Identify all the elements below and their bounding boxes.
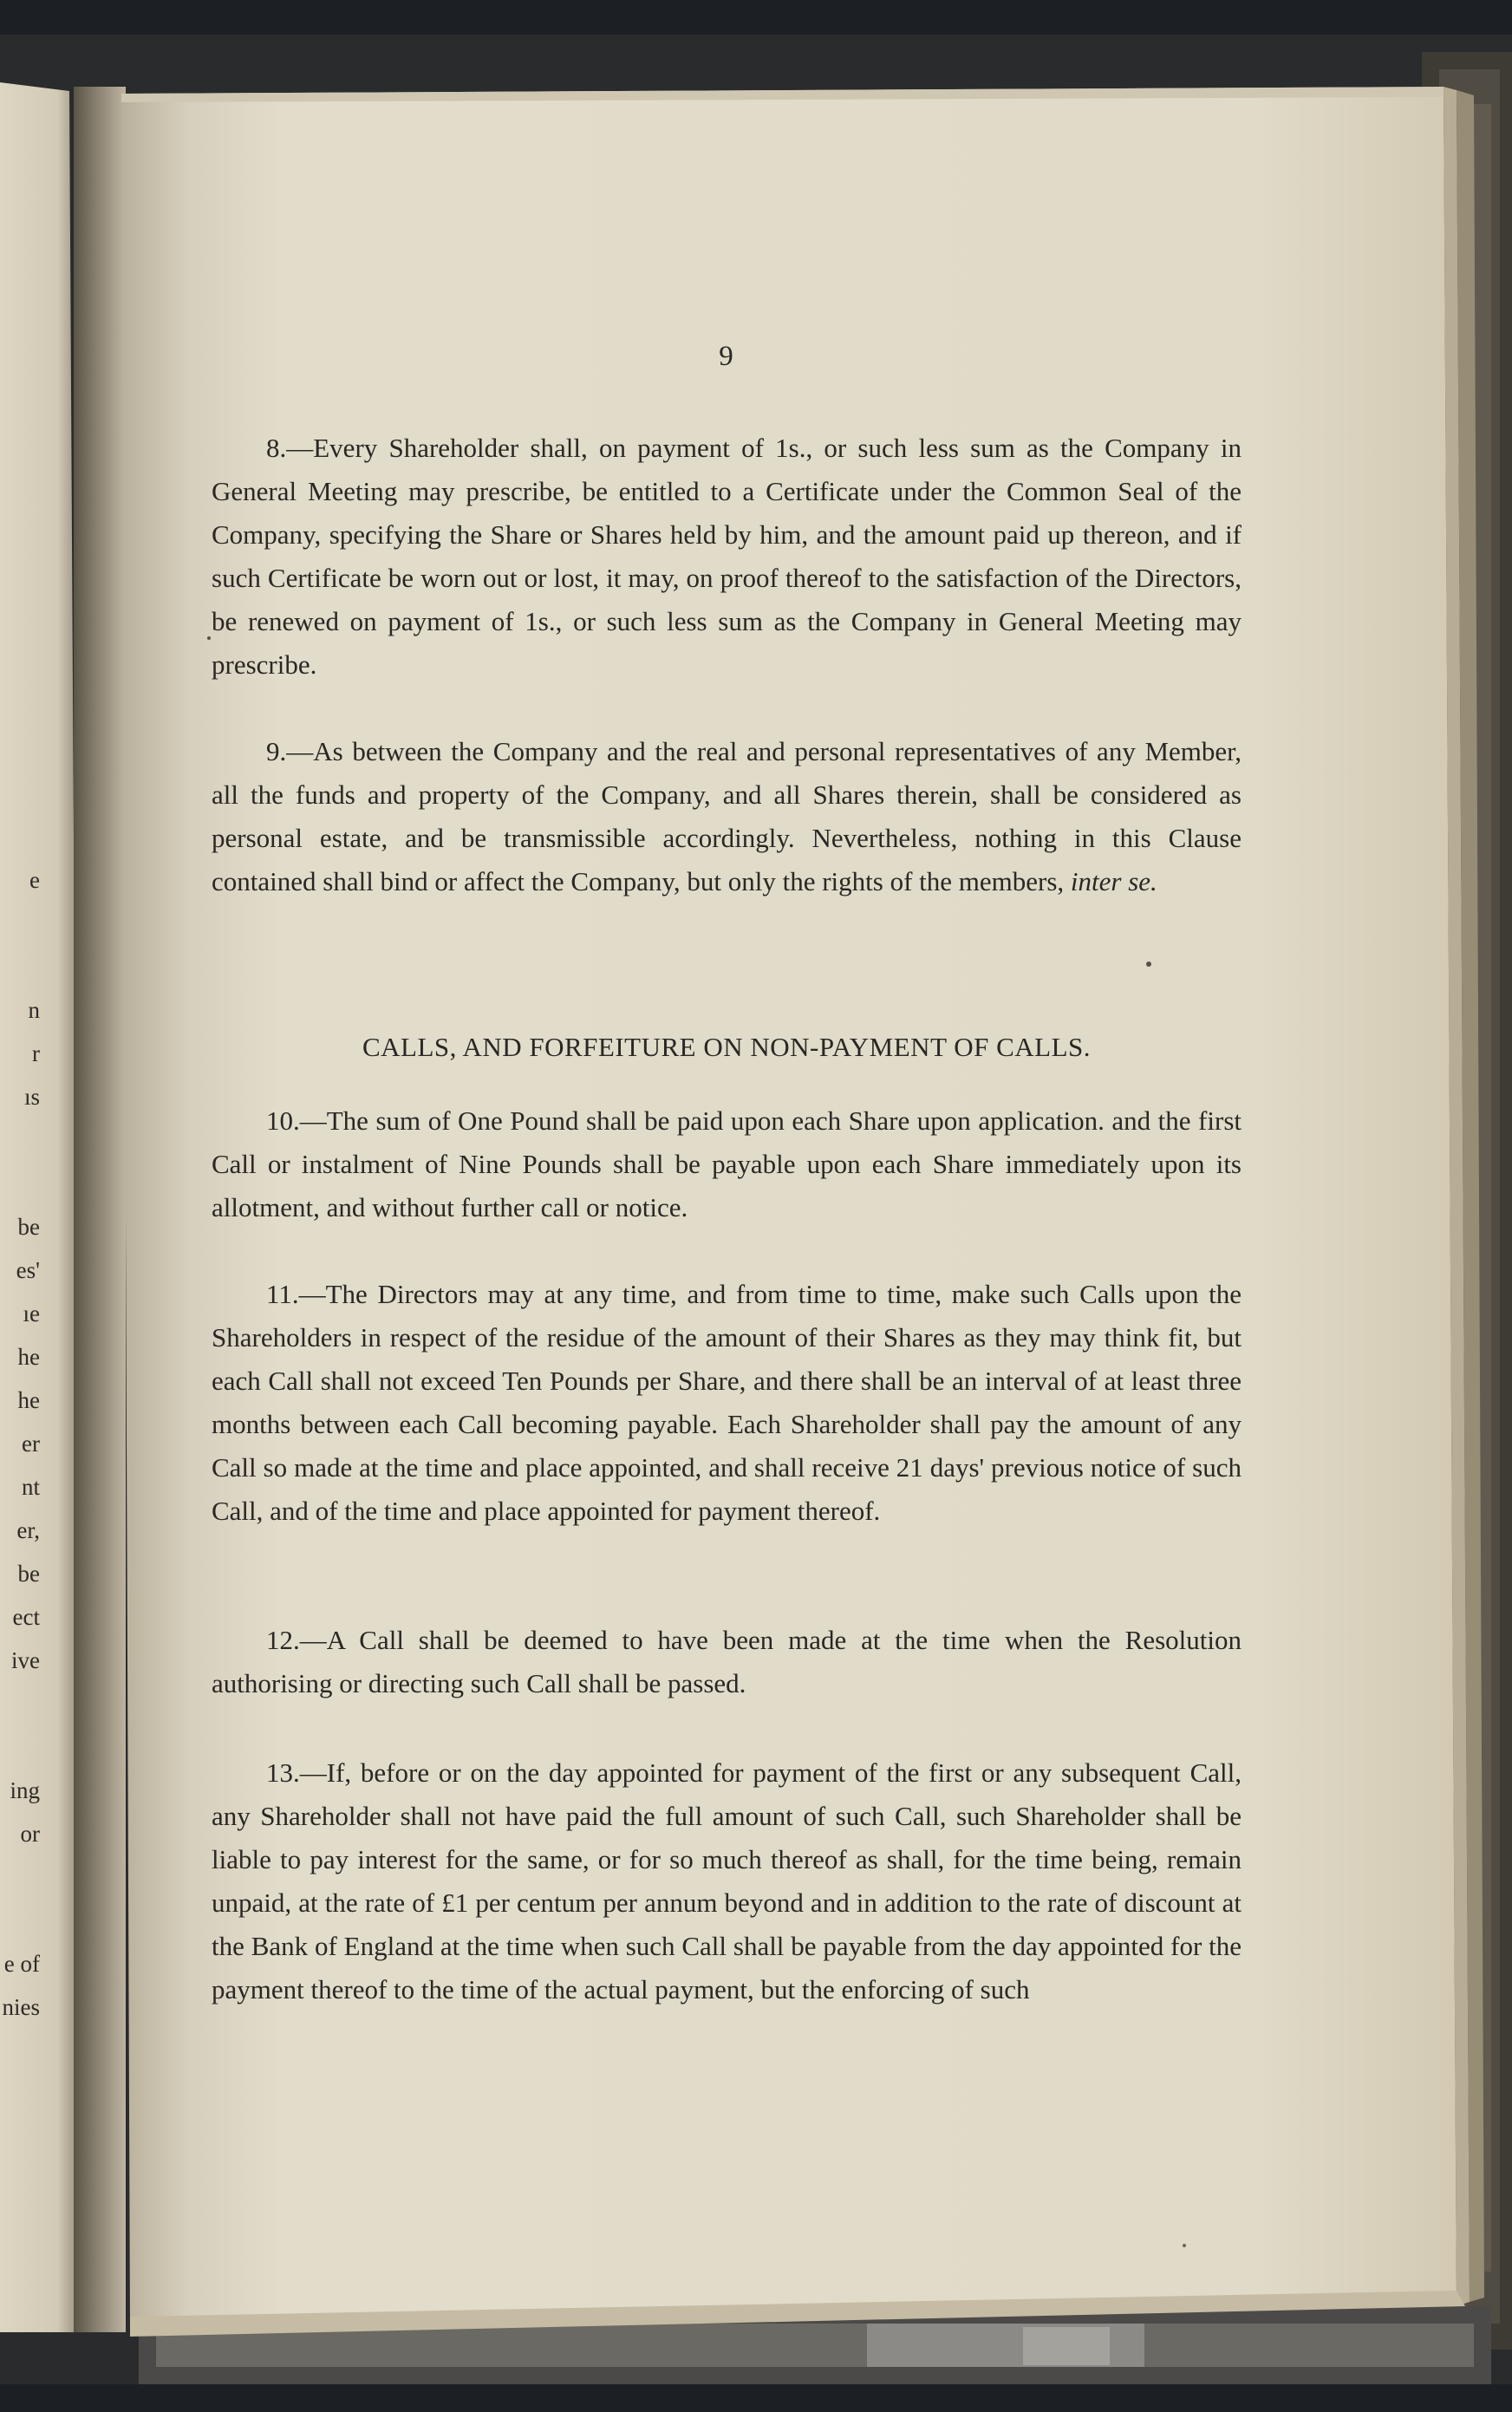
- facing-fragment: nies: [2, 1994, 40, 2020]
- facing-fragment: ıe: [23, 1301, 40, 1327]
- facing-fragment: he: [17, 1344, 40, 1370]
- clause-8-paragraph: 8.—Every Shareholder shall, on payment of 1s., or such less sum as the Company in General Meeting may prescribe, be entitled to a Certificate under the Common Seal of the Company, specifying the Share or Shares held by him, and the amount paid up thereon, and if such Certificate be worn out or lost, it may, on proof thereof to the satisfaction of the Directors, be renewed on payment of 1s., or such less sum as the Company in General Meeting may prescribe.: [212, 433, 1242, 680]
- clause-9-italic-text: inter se.: [1070, 866, 1157, 896]
- clause-12-paragraph: 12.—A Call shall be deemed to have been made at the time when the Resolution authorising or directing such Call shall be passed.: [212, 1625, 1242, 1698]
- facing-fragment: ect: [12, 1604, 40, 1630]
- facing-fragment: es': [16, 1257, 40, 1283]
- facing-fragment: be: [17, 1561, 40, 1587]
- clause-11-paragraph: 11.—The Directors may at any time, and from time to time, make such Calls upon the Shareholders in respect of the residue of the amount of their Shares as they may think fit, but each Call shall not exceed Ten Pounds per Share, and there shall be an interval of at least three months between each Call becoming payable. Each Shareholder shall pay the amount of any Call so made at the time and place appointed, and shall receive 21 days' previous notice of such Call, and of the time and place appointed for payment thereof.: [212, 1279, 1242, 1526]
- facing-fragment: he: [17, 1387, 40, 1413]
- facing-fragment: r: [32, 1040, 40, 1066]
- facing-fragment: er,: [16, 1517, 40, 1543]
- facing-fragment: or: [20, 1821, 40, 1847]
- facing-fragment: be: [17, 1214, 40, 1240]
- facing-fragment: e: [29, 867, 40, 893]
- facing-fragment: er: [22, 1431, 40, 1457]
- facing-fragment: nt: [21, 1474, 40, 1500]
- facing-fragment: n: [28, 997, 40, 1023]
- clause-10-paragraph: 10.—The sum of One Pound shall be paid upon each Share upon application. and the first Call or instalment of Nine Pounds shall be payable upon each Share immediately upon its allotment, and without further call or notice.: [212, 1105, 1242, 1222]
- facing-fragment: ing: [10, 1777, 40, 1803]
- section-heading: CALLS, AND FORFEITURE ON NON-PAYMENT OF CALLS.: [362, 1032, 1092, 1062]
- clause-9-paragraph: [212, 730, 1242, 903]
- facing-fragment: ıs: [23, 1084, 40, 1110]
- clause-13-paragraph: 13.—If, before or on the day appointed for payment of the first or any subsequent Call, any Shareholder shall not have paid the full amount of such Call, such Shareholder shall be liable to pay interest for the same, or for so much thereof as shall, for the time being, remain unpaid, at the rate of £1 per centum per annum beyond and in addition to the rate of discount at the Bank of England at the time when such Call shall be payable from the day appointed for the payment thereof to the time of the actual payment, but the enforcing of such: [212, 1757, 1242, 2005]
- page-number: 9: [719, 341, 733, 372]
- facing-fragment: e of: [3, 1951, 40, 1977]
- facing-fragment: ive: [11, 1647, 40, 1673]
- clause-9-text: 9.—As between the Company and the real and personal representatives of any Member, all the funds and property of the Company, and all Shares therein, shall be considered as personal estate, and be transmissible accordingly. Nevertheless, nothing in this Clause contained shall bind or affect the Company, but only the rights of the members,: [212, 736, 1242, 896]
